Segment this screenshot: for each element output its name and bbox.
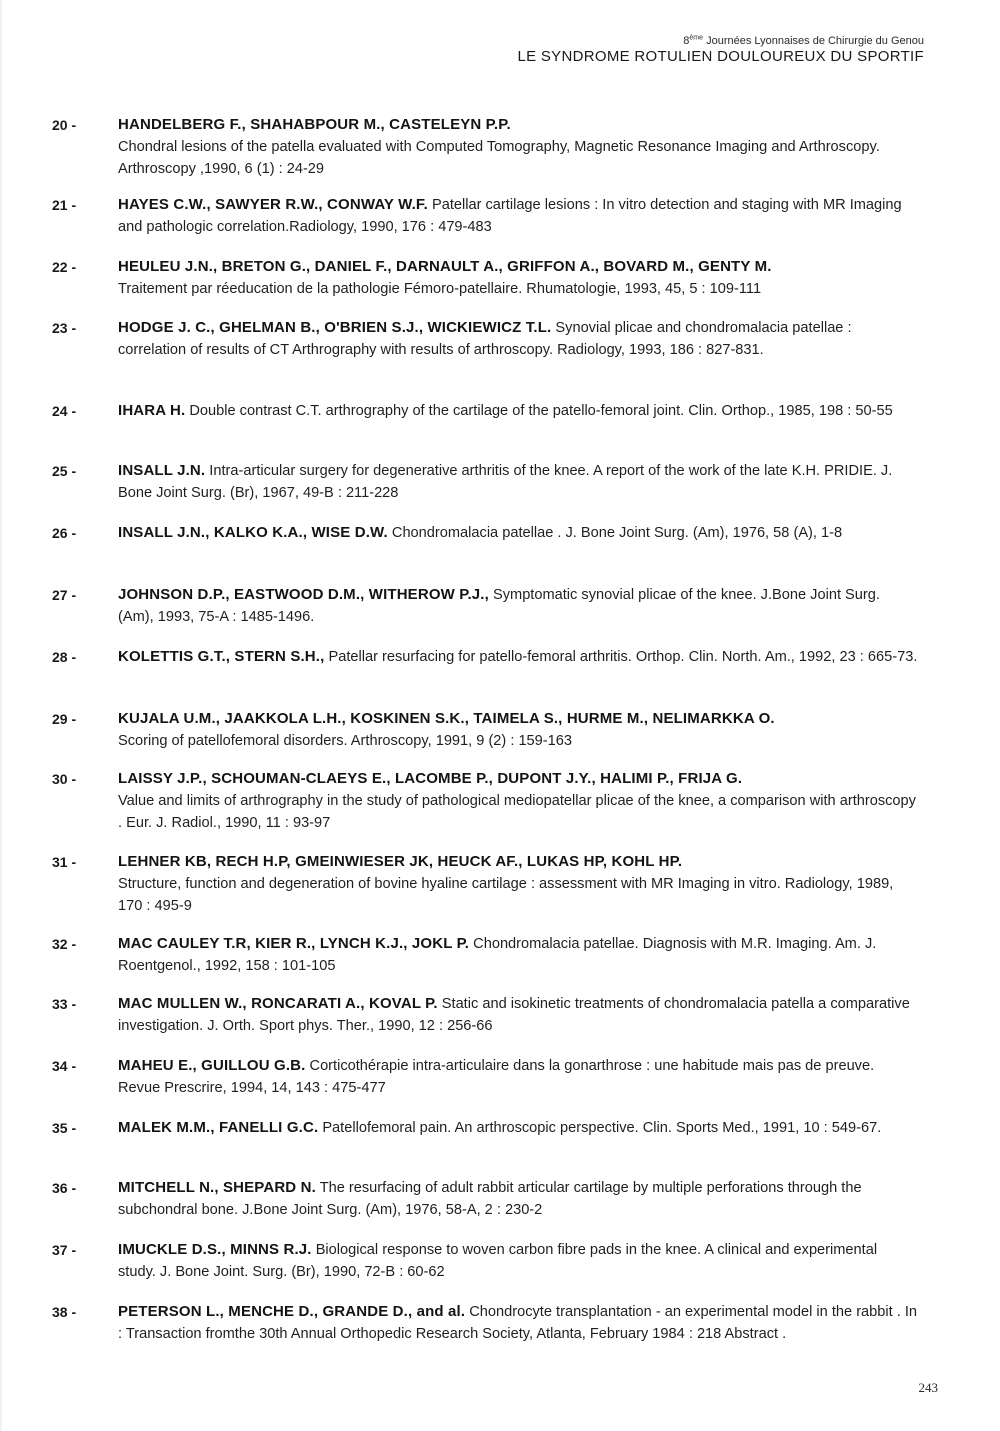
reference-authors: PETERSON L., MENCHE D., GRANDE D., and al. [118, 1303, 466, 1320]
reference-body [118, 194, 918, 238]
reference-body [118, 851, 918, 917]
header-event-sup: ème [689, 34, 704, 42]
reference-body [118, 400, 918, 422]
reference-number: 23 - [52, 320, 77, 336]
reference-number: 37 - [52, 1242, 77, 1258]
running-header [517, 34, 924, 66]
reference-body [118, 1117, 918, 1139]
reference-number: 24 - [52, 403, 77, 419]
reference-authors: HAYES C.W., SAWYER R.W., CONWAY W.F. [118, 196, 428, 213]
reference-body [118, 708, 918, 752]
reference-text: Chondrocyte transplantation - an experimental model in the rabbit . In : Transaction fromthe 30th Annual Orthopedic Research Society, Atlanta, February 1984 : 218 Abstract . [118, 1304, 918, 1342]
reference-body [118, 1055, 918, 1099]
scan-edge [0, 0, 2, 1431]
reference-number: 36 - [52, 1180, 77, 1196]
reference-authors: MAHEU E., GUILLOU G.B. [118, 1057, 306, 1074]
reference-text: Patellofemoral pain. An arthroscopic perspective. Clin. Sports Med., 1991, 10 : 549-67. [322, 1120, 882, 1136]
reference-authors: INSALL J.N., KALKO K.A., WISE D.W. [118, 524, 388, 541]
reference-body [118, 993, 918, 1037]
reference-authors: IHARA H. [118, 402, 186, 419]
reference-number: 38 - [52, 1304, 77, 1320]
reference-number: 33 - [52, 996, 77, 1012]
reference-number: 31 - [52, 854, 77, 870]
reference-body [118, 1301, 918, 1345]
reference-text: Synovial plicae and chondromalacia patellae : correlation of results of CT Arthrography with results of arthroscopy. Radiology, 1993, 186 : 827-831. [118, 320, 852, 358]
reference-number: 27 - [52, 587, 77, 603]
reference-text: Patellar resurfacing for patello-femoral arthritis. Orthop. Clin. North. Am., 1992, 23 : 665-73. [328, 649, 918, 665]
header-event-line [517, 34, 924, 48]
reference-text: Structure, function and degeneration of bovine hyaline cartilage : assessment with MR Imaging in vitro. Radiology, 1989, 170 : 495-9 [118, 876, 894, 914]
reference-authors: KOLETTIS G.T., STERN S.H., [118, 648, 325, 665]
reference-number: 26 - [52, 525, 77, 541]
reference-text: The resurfacing of adult rabbit articular cartilage by multiple perforations through the subchondral bone. J.Bone Joint Surg. (Am), 1976, 58-A, 2 : 230-2 [118, 1180, 862, 1218]
reference-number: 22 - [52, 259, 77, 275]
reference-number: 30 - [52, 771, 77, 787]
reference-authors: LEHNER KB, RECH H.P, GMEINWIESER JK, HEUCK AF., LUKAS HP, KOHL HP. [118, 853, 683, 870]
reference-text: Biological response to woven carbon fibre pads in the knee. A clinical and experimental study. J. Bone Joint. Surg. (Br), 1990, 72-B : 60-62 [118, 1242, 878, 1280]
reference-authors: MALEK M.M., FANELLI G.C. [118, 1119, 319, 1136]
reference-text: Chondromalacia patellae . J. Bone Joint Surg. (Am), 1976, 58 (A), 1-8 [391, 525, 843, 541]
reference-text: Chondromalacia patellae. Diagnosis with M.R. Imaging. Am. J. Roentgenol., 1992, 158 : 101-105 [118, 936, 877, 974]
reference-number: 35 - [52, 1120, 77, 1136]
reference-body [118, 646, 918, 668]
reference-text: Scoring of patellofemoral disorders. Arthroscopy, 1991, 9 (2) : 159-163 [118, 733, 573, 749]
header-event-name: Journées Lyonnaises de Chirurgie du Genou [706, 35, 924, 47]
reference-text: Chondral lesions of the patella evaluated with Computed Tomography, Magnetic Resonance Imaging and Arthroscopy. Arthroscopy ,1990, 6 (1) : 24-29 [118, 139, 880, 177]
reference-text: Intra-articular surgery for degenerative arthritis of the knee. A report of the work of the late K.H. PRIDIE. J. Bone Joint Surg. (Br), 1967, 49-B : 211-228 [118, 463, 893, 501]
reference-authors: MAC MULLEN W., RONCARATI A., KOVAL P. [118, 995, 438, 1012]
reference-body [118, 256, 918, 300]
reference-text: Value and limits of arthrography in the study of pathological mediopatellar plicae of the knee, a comparison with arthroscopy . Eur. J. Radiol., 1990, 11 : 93-97 [118, 793, 916, 831]
reference-number: 28 - [52, 649, 77, 665]
reference-number: 29 - [52, 711, 77, 727]
reference-authors: MAC CAULEY T.R, KIER R., LYNCH K.J., JOKL P. [118, 935, 470, 952]
reference-text: Static and isokinetic treatments of chondromalacia patella a comparative investigation. J. Orth. Sport phys. Ther., 1990, 12 : 256-66 [118, 996, 910, 1034]
reference-authors: MITCHELL N., SHEPARD N. [118, 1179, 316, 1196]
reference-text: Patellar cartilage lesions : In vitro detection and staging with MR Imaging and pathologic correlation.Radiology, 1990, 176 : 479-483 [118, 197, 902, 235]
reference-text: Traitement par réeducation de la pathologie Fémoro-patellaire. Rhumatologie, 1993, 45, 5 : 109-111 [118, 281, 762, 297]
reference-number: 32 - [52, 936, 77, 952]
reference-authors: LAISSY J.P., SCHOUMAN-CLAEYS E., LACOMBE P., DUPONT J.Y., HALIMI P., FRIJA G. [118, 770, 743, 787]
reference-authors: HODGE J. C., GHELMAN B., O'BRIEN S.J., WICKIEWICZ T.L. [118, 319, 552, 336]
reference-body [118, 768, 918, 834]
reference-number: 25 - [52, 463, 77, 479]
reference-authors: IMUCKLE D.S., MINNS R.J. [118, 1241, 312, 1258]
reference-authors: HEULEU J.N., BRETON G., DANIEL F., DARNAULT A., GRIFFON A., BOVARD M., GENTY M. [118, 258, 772, 275]
reference-number: 21 - [52, 197, 77, 213]
reference-body [118, 460, 918, 504]
reference-body [118, 1177, 918, 1221]
reference-authors: HANDELBERG F., SHAHABPOUR M., CASTELEYN P.P. [118, 116, 511, 133]
reference-authors: KUJALA U.M., JAAKKOLA L.H., KOSKINEN S.K., TAIMELA S., HURME M., NELIMARKKA O. [118, 710, 775, 727]
reference-body [118, 584, 918, 628]
reference-authors: JOHNSON D.P., EASTWOOD D.M., WITHEROW P.J., [118, 586, 489, 603]
reference-number: 20 - [52, 117, 77, 133]
reference-body [118, 933, 918, 977]
reference-body [118, 1239, 918, 1283]
reference-text: Corticothérapie intra-articulaire dans la gonarthrose : une habitude mais pas de preuve. Revue Prescrire, 1994, 14, 143 : 475-477 [118, 1058, 875, 1096]
reference-text: Symptomatic synovial plicae of the knee. J.Bone Joint Surg. (Am), 1993, 75-A : 1485-1496. [118, 587, 880, 625]
reference-text: Double contrast C.T. arthrography of the cartilage of the patello-femoral joint. Clin. Orthop., 1985, 198 : 50-55 [189, 403, 893, 419]
header-title: LE SYNDROME ROTULIEN DOULOUREUX DU SPORTIF [517, 48, 924, 65]
reference-number: 34 - [52, 1058, 77, 1074]
reference-authors: INSALL J.N. [118, 462, 206, 479]
page-number: 243 [918, 1380, 938, 1395]
reference-body [118, 114, 918, 180]
reference-body [118, 522, 918, 544]
header-event-num: 8 [683, 35, 690, 47]
reference-body [118, 317, 918, 361]
